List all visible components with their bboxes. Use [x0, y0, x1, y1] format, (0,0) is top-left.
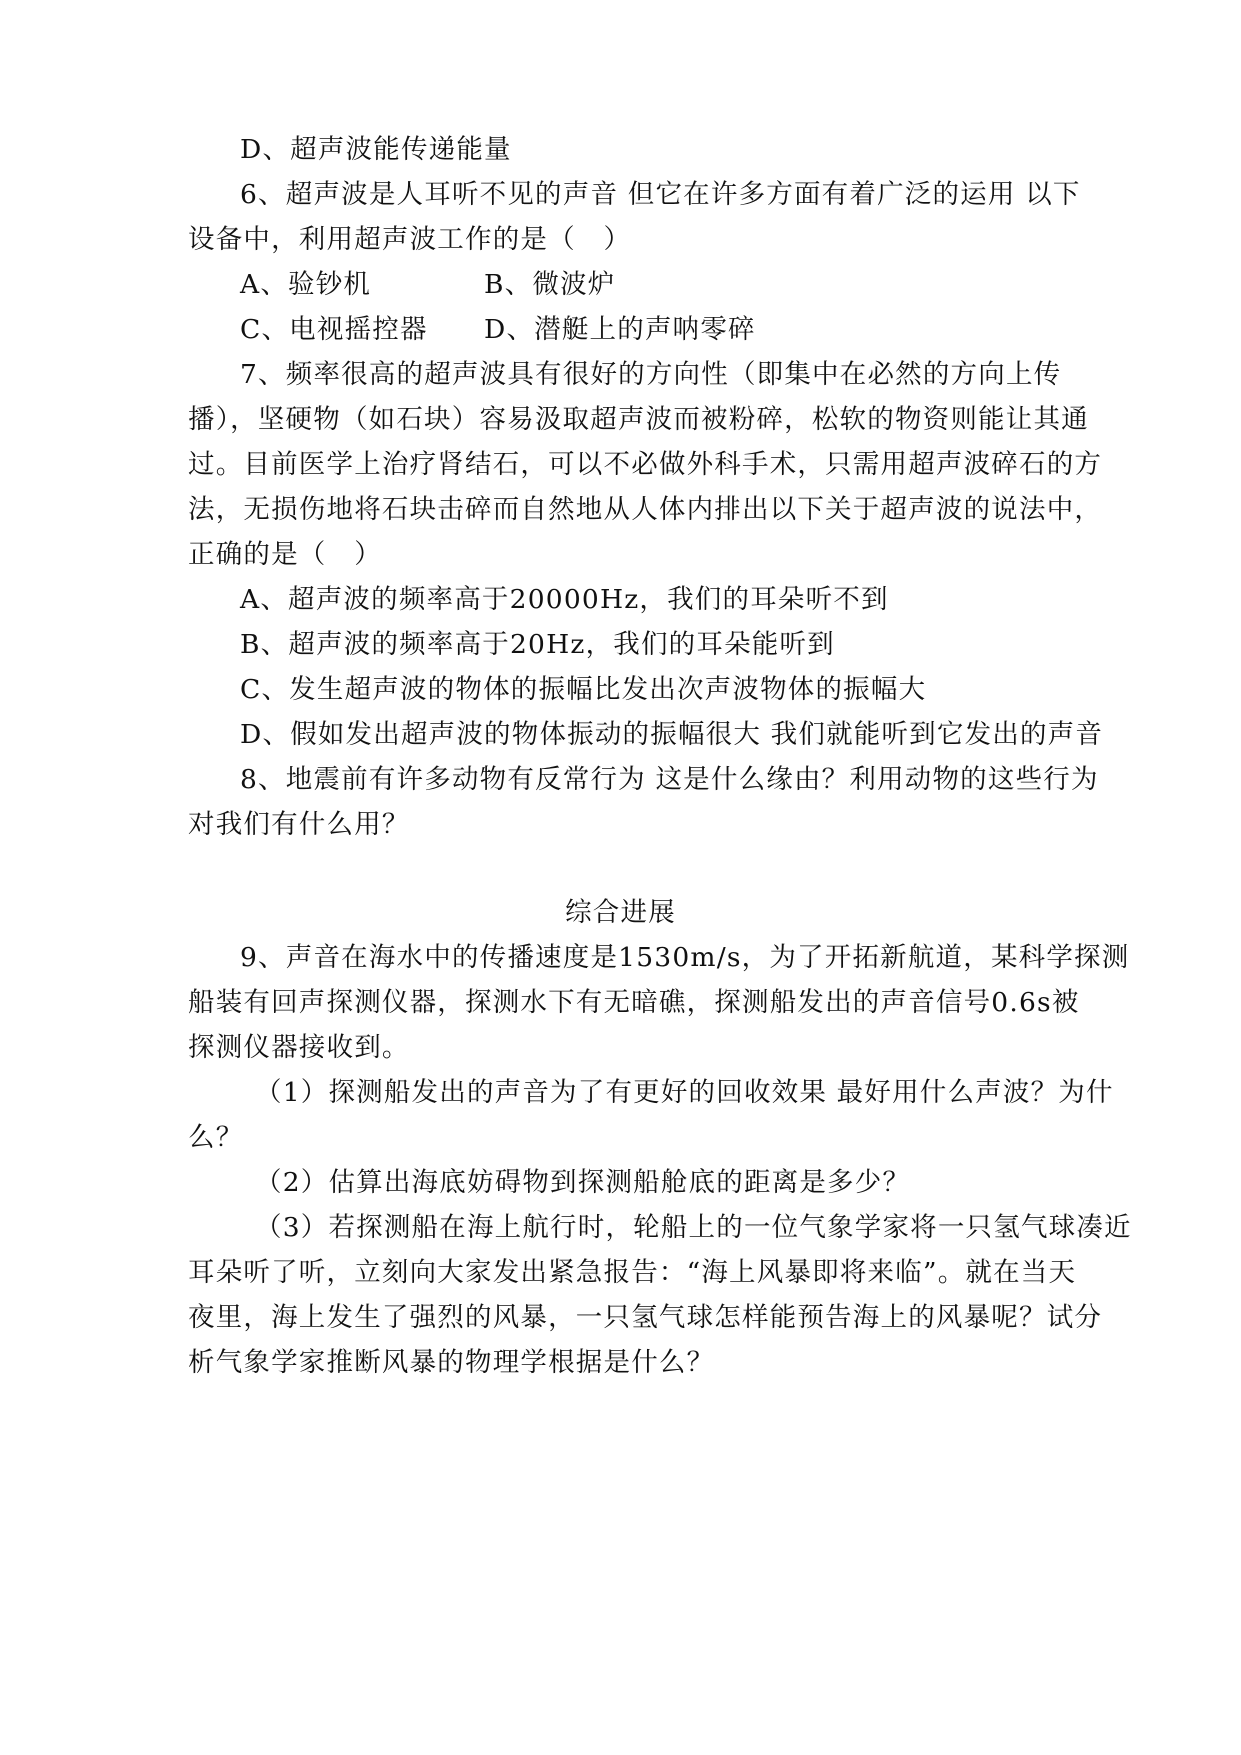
q6-options-row1: [240, 268, 1140, 302]
q6-text-line2: 设备中，利用超声波工作的是（ ）: [188, 224, 632, 255]
q8-text-line2: 对我们有什么用？: [188, 809, 410, 840]
q9-part3-line3: 夜里，海上发生了强烈的风暴，一只氢气球怎样能预告海上的风暴呢？试分: [188, 1302, 1103, 1333]
q9-part1-line1: （1）探测船发出的声音为了有更好的回收效果 最好用什么声波？为什: [255, 1077, 1114, 1108]
q6-text-line1: 6、超声波是人耳听不见的声音 但它在许多方面有着广泛的运用 以下: [240, 179, 1081, 210]
q7-text-line4: 法，无损伤地将石块击碎而自然地从人体内排出以下关于超声波的说法中，: [188, 494, 1103, 525]
q8-text-line1: 8、地震前有许多动物有反常行为 这是什么缘由？利用动物的这些行为: [240, 764, 1099, 795]
q9-text-line1: 9、声音在海水中的传播速度是1530m/s，为了开拓新航道，某科学探测: [240, 942, 1130, 973]
q9-text-line3: 探测仪器接收到。: [188, 1032, 410, 1063]
q9-part3-line4: 析气象学家推断风暴的物理学根据是什么？: [188, 1347, 715, 1378]
q9-part2: （2）估算出海底妨碍物到探测船舱底的距离是多少？: [255, 1167, 911, 1198]
q7-text-line3: 过。目前医学上治疗肾结石，可以不必做外科手术，只需用超声波碎石的方: [188, 449, 1103, 480]
q9-part3-line1: （3）若探测船在海上航行时，轮船上的一位气象学家将一只氢气球凑近: [255, 1212, 1132, 1243]
q6-options-row2: [240, 313, 1140, 347]
q6-option-b: B、微波炉: [484, 269, 616, 300]
section-heading: 综合进展: [565, 897, 676, 928]
q7-option-c: C、发生超声波的物体的振幅比发出次声波物体的振幅大: [240, 674, 927, 705]
q6-option-d: D、潜艇上的声呐零碎: [484, 314, 756, 345]
q9-text-line2: 船装有回声探测仪器，探测水下有无暗礁，探测船发出的声音信号0.6s被: [188, 987, 1080, 1018]
q5-option-d: D、超声波能传递能量: [240, 134, 512, 165]
q7-text-line5: 正确的是（ ）: [188, 539, 382, 570]
q6-option-c: C、电视摇控器: [240, 314, 428, 345]
q7-text-line2: 播），坚硬物（如石块）容易汲取超声波而被粉碎，松软的物资则能让其通: [188, 404, 1089, 435]
q7-option-a: A、超声波的频率高于20000Hz，我们的耳朵听不到: [240, 584, 889, 615]
q6-option-a: A、验钞机: [240, 269, 372, 300]
q7-option-d: D、假如发出超声波的物体振动的振幅很大 我们就能听到它发出的声音: [240, 719, 1104, 750]
q9-part1-line2: 么？: [188, 1122, 244, 1153]
q7-option-b: B、超声波的频率高于20Hz，我们的耳朵能听到: [240, 629, 835, 660]
q7-text-line1: 7、频率很高的超声波具有很好的方向性（即集中在必然的方向上传: [240, 359, 1062, 390]
q9-part3-line2: 耳朵听了听，立刻向大家发出紧急报告：“海上风暴即将来临”。就在当天: [188, 1257, 1077, 1288]
